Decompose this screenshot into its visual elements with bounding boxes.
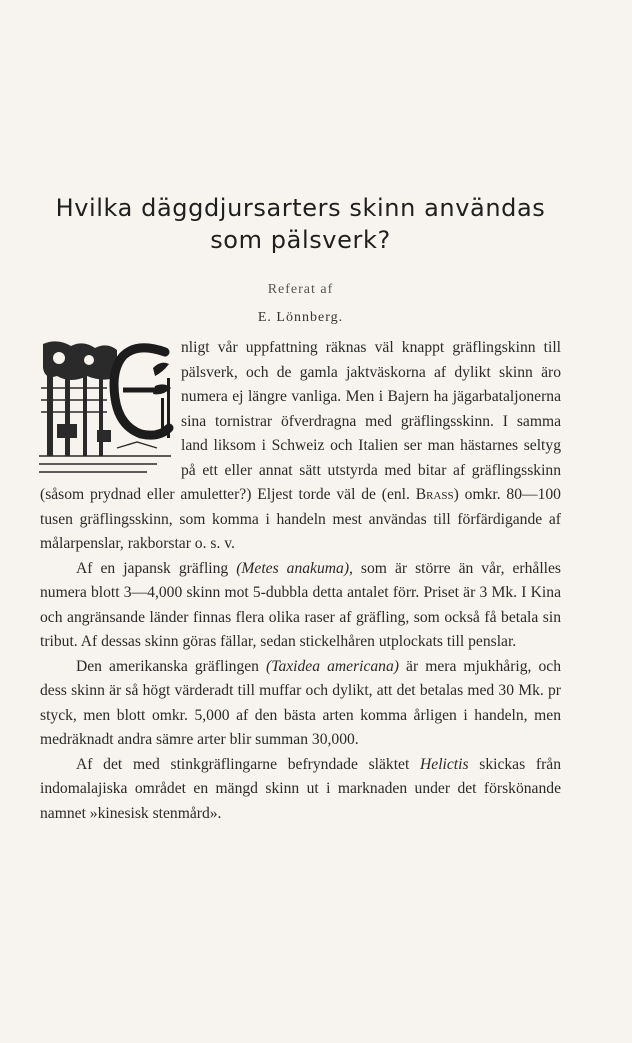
- document-page: [40, 0, 561, 826]
- paragraph-3-pre: Den amerikanska gräflingen: [76, 657, 267, 675]
- species-taxidea-americana: (Taxidea americana): [266, 657, 399, 675]
- paragraph-4-post: skickas från indomalajiska området en mängd skinn ut i marknaden under det förskönande namnet »kinesisk stenmård».: [40, 755, 561, 822]
- article-title: [40, 192, 561, 256]
- article-body: [40, 336, 561, 826]
- referat-label: Referat af: [267, 282, 334, 297]
- paragraph-1-text: nligt vår uppfattning räknas väl knappt gräflingskinn till pälsverk, och de gamla jaktväskorna af dylikt skinn äro numera ej längre vanliga. Men i Bajern ha jägarbataljonerna sina tornistrar öfverdragna med gräflingsskinn. I samma land liksom i Schweiz och Italien ser man hästarnes seltyg på ett eller annat sätt utstyrda med bitar af gräflingsskinn (såsom prydnad eller amuletter?) Eljest torde väl de (enl.: [40, 339, 561, 503]
- paragraph-1-text-cont: ) omkr. 80—100 tusen gräflingsskinn, som komma i handeln mest användas till förfärdigande af målarpenslar, rakborstar o. s. v.: [40, 486, 561, 552]
- paragraph-4-pre: Af det med stinkgräflingarne befryndade släktet: [76, 755, 421, 773]
- paragraph-4: [40, 753, 561, 827]
- paragraph-3: [40, 655, 561, 753]
- paragraph-2-post: som är större än vår, erhålles numera blott 3—4,000 skinn mot 5-dubbla detta antalet förr. Priset är 3 Mk. I Kina och angränsande länder finnas flera olika raser af gräfling, som också få betala sin tribut. Af dessas skinn göras fällar, sedan stickelhåren utplockats till penslar.: [40, 559, 561, 650]
- decorative-initial-icon: [37, 338, 175, 479]
- paragraph-2-pre: Af en japansk gräfling: [76, 559, 237, 577]
- author-citation-brass: Brass: [415, 486, 454, 503]
- forest-initial-e-icon: [37, 338, 175, 479]
- title-line-1: Hvilka däggdjursarters skinn användas: [55, 194, 546, 222]
- paragraph-3-post: är mera mjukhårig, och dess skinn är så högt värderadt till muffar och dylikt, att det betalas med 30 Mk. pr styck, men blott omkr. 5,000 af den bästa arten komma årligen i handeln, men medräknadt andra sämre arter blir summan 30,000.: [40, 657, 561, 748]
- paragraph-2: [40, 557, 561, 655]
- genus-helictis: Helictis: [420, 755, 469, 773]
- author-name: E. Lönnberg.: [257, 310, 344, 325]
- title-line-2: som pälsverk?: [210, 226, 391, 254]
- species-meles-anakuma: (Metes anakuma),: [236, 559, 353, 577]
